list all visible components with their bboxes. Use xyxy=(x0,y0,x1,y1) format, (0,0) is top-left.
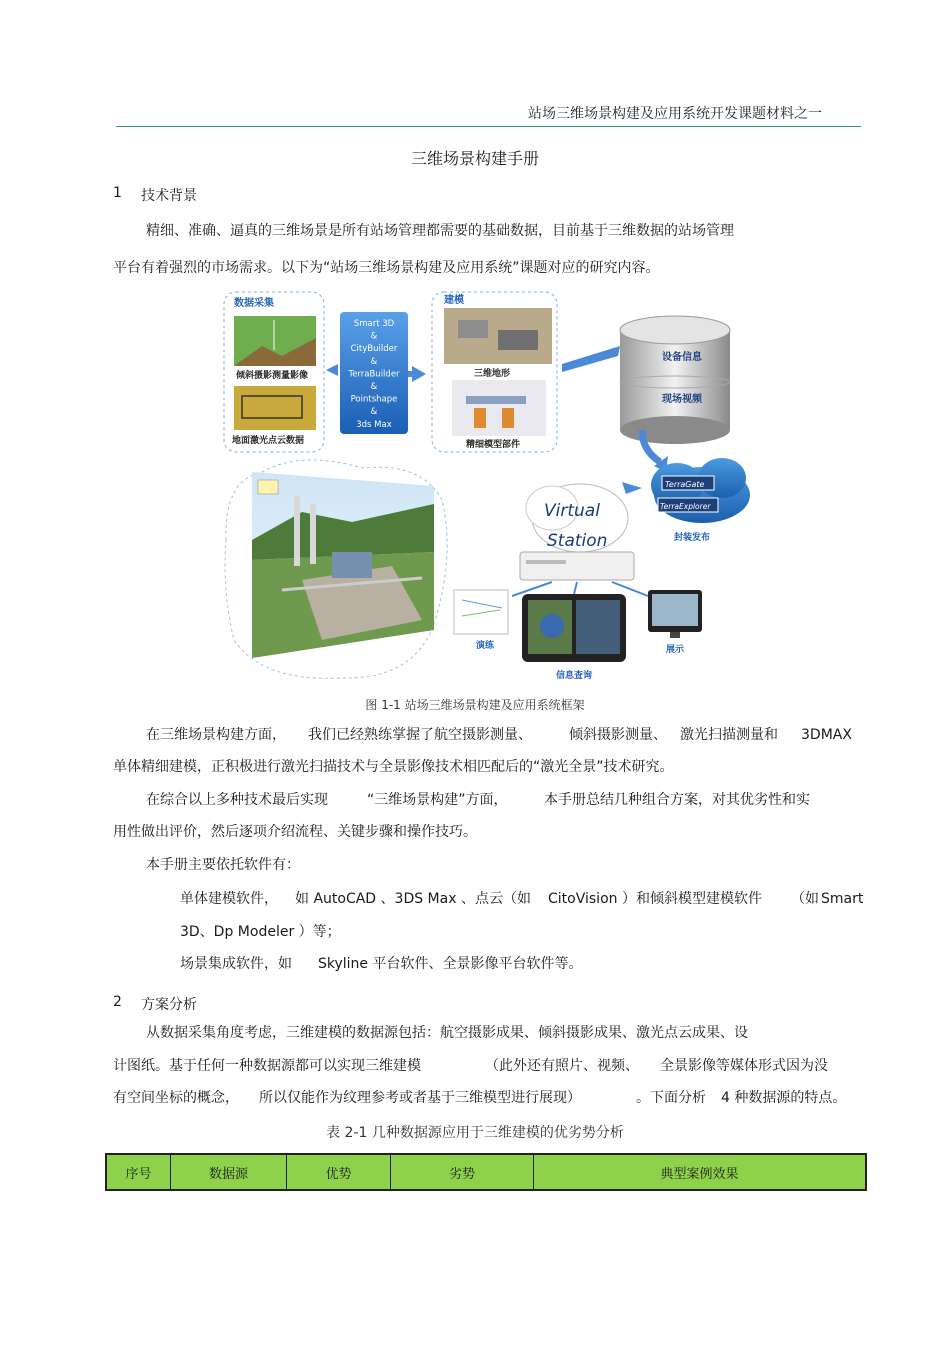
list2-b: Skyline 平台软件、全景影像平台软件等。 xyxy=(318,956,583,972)
label-device-info: 设备信息 xyxy=(662,352,702,363)
para5-line3-a: 有空间坐标的概念， xyxy=(113,1090,239,1106)
para4: 本手册主要依托软件有： xyxy=(146,857,300,873)
virtual-scene-image xyxy=(252,472,434,658)
para5-line3-c: 。下面分析 xyxy=(636,1090,706,1106)
label-drill: 演练 xyxy=(476,641,495,651)
analysis-table-header xyxy=(105,1153,867,1191)
th-index: 序号 xyxy=(107,1155,171,1189)
label-terraexplorer: TerraExplorer xyxy=(660,502,711,511)
para1-line2: 平台有着强烈的市场需求。以下为“站场三维场景构建及应用系统”课题对应的研究内容。 xyxy=(113,260,660,276)
para3-line1-c: 本手册总结几种组合方案，对其优劣性和实 xyxy=(544,792,810,808)
header-rule xyxy=(116,126,861,127)
section-2-number: 2 xyxy=(113,994,122,1010)
para2-line1-c: 倾斜摄影测量、 xyxy=(569,727,667,743)
para3-line2: 用性做出评价，然后逐项介绍流程、关键步骤和操作技巧。 xyxy=(113,824,477,840)
label-query: 信息查询 xyxy=(556,671,593,681)
software-item: 3ds Max xyxy=(356,419,392,430)
software-item: TerraBuilder xyxy=(348,369,400,380)
label-parts: 精细模型部件 xyxy=(466,440,521,450)
label-modeling: 建模 xyxy=(444,295,464,306)
parts-image xyxy=(452,380,546,436)
section-2-title: 方案分析 xyxy=(141,997,197,1013)
section-1-number: 1 xyxy=(113,185,122,201)
label-site-video: 现场视频 xyxy=(662,394,702,405)
list2-a: 场景集成软件，如 xyxy=(180,956,292,972)
label-terrain: 三维地形 xyxy=(474,369,511,379)
list1-line1-b: 如 AutoCAD 、3DS Max 、点云（如 xyxy=(295,891,531,907)
software-item: & xyxy=(370,331,378,342)
para5-line2-a: 计图纸。基于任何一种数据源都可以实现三维建模 xyxy=(113,1058,421,1074)
table-caption: 表 2-1 几种数据源应用于三维建模的优劣势分析 xyxy=(326,1125,624,1141)
list1-line1-d: （如 xyxy=(791,891,819,907)
software-item: & xyxy=(370,382,378,392)
para5-line2-b: （此外还有照片、视频、 xyxy=(485,1058,639,1074)
list1-line2: 3D、Dp Modeler ）等； xyxy=(180,924,341,940)
drill-screen xyxy=(454,590,508,634)
para5-line2-c: 全景影像等媒体形式因为没 xyxy=(660,1058,828,1074)
label-terragate: TerraGate xyxy=(665,480,705,489)
database-icon xyxy=(620,316,730,444)
list1-line1-a: 单体建模软件， xyxy=(180,891,278,907)
para2-line1-d: 激光扫描测量和 xyxy=(680,727,778,743)
section-1-title: 技术背景 xyxy=(141,188,197,204)
software-item: & xyxy=(370,407,378,418)
software-item: Smart 3D xyxy=(353,319,395,329)
para3-line1-a: 在综合以上多种技术最后实现 xyxy=(146,792,328,808)
label-station: Station xyxy=(547,531,608,551)
lidar-image xyxy=(234,386,316,430)
para2-line2: 单体精细建模，正积极进行激光扫描技术与全景影像技术相匹配后的“激光全景”技术研究。 xyxy=(113,759,674,775)
th-source: 数据源 xyxy=(171,1155,287,1189)
para1-line1: 精细、准确、逼真的三维场景是所有站场管理都需要的基础数据，目前基于三维数据的站场管理 xyxy=(146,223,734,239)
para5-line3-d: 4 种数据源的特点。 xyxy=(721,1090,847,1106)
list1-line1-e: Smart xyxy=(821,891,864,907)
label-data-collect: 数据采集 xyxy=(234,298,274,309)
label-lidar: 地面激光点云数据 xyxy=(232,436,305,446)
para3-line1-b: “三维场景构建”方面， xyxy=(367,792,508,808)
label-publish: 封装发布 xyxy=(674,533,711,543)
software-item: & xyxy=(370,356,378,367)
para5-line1: 从数据采集角度考虑，三维建模的数据源包括：航空摄影成果、倾斜摄影成果、激光点云成果、设 xyxy=(146,1025,748,1041)
running-header: 站场三维场景构建及应用系统开发课题材料之一 xyxy=(528,106,822,122)
para2-line1-e: 3DMAX xyxy=(801,727,852,743)
software-item: Pointshape xyxy=(350,394,398,405)
para2-line1-a: 在三维场景构建方面， xyxy=(146,727,286,743)
th-advantage: 优势 xyxy=(287,1155,391,1189)
para2-line1-b: 我们已经熟练掌握了航空摄影测量、 xyxy=(308,727,532,743)
document-title: 三维场景构建手册 xyxy=(410,149,539,168)
label-oblique: 倾斜摄影测量影像 xyxy=(236,371,309,381)
list1-line1-c: CitoVision ）和倾斜模型建模软件 xyxy=(548,891,762,907)
th-disadvantage: 劣势 xyxy=(391,1155,534,1189)
para5-line3-b: 所以仅能作为纹理参考或者基于三维模型进行展现） xyxy=(259,1090,581,1106)
label-virtual: Virtual xyxy=(544,501,600,521)
software-item: CityBuilder xyxy=(350,344,398,355)
th-example: 典型案例效果 xyxy=(660,1166,739,1182)
system-framework-figure xyxy=(222,290,757,685)
label-display: 展示 xyxy=(666,645,685,655)
figure-caption: 图 1-1 站场三维场景构建及应用系统框架 xyxy=(365,698,585,712)
server-icon xyxy=(520,552,634,580)
